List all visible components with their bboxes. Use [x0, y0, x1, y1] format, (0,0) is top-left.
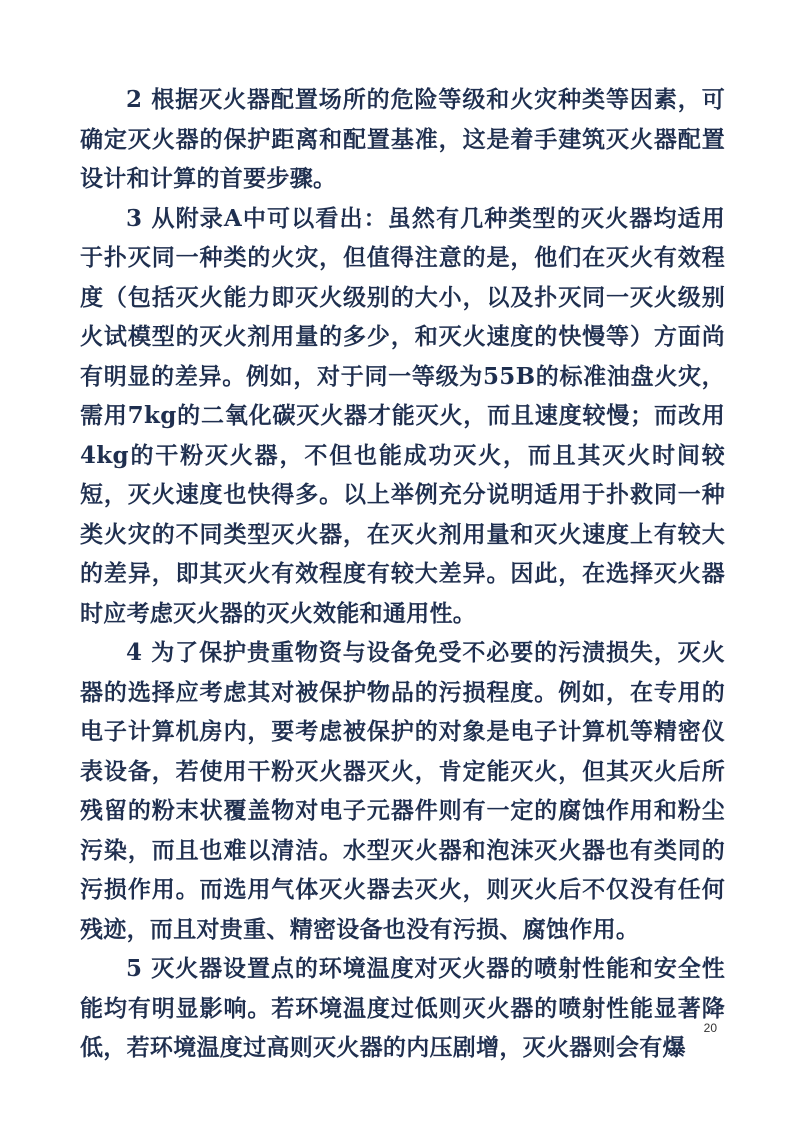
paragraph-2: 2 根据灭火器配置场所的危险等级和火灾种类等因素，可确定灭火器的保护距离和配置基准，这是着手建筑灭火器配置设计和计算的首要步骤。 [80, 86, 725, 192]
paragraph-5: 5 灭火器设置点的环境温度对灭火器的喷射性能和安全性能均有明显影响。若环境温度过低则灭火器的喷射性能显著降低，若环境温度过高则灭火器的内压剧增，灭火器则会有爆 [80, 955, 725, 1061]
body-text [80, 80, 725, 1068]
paragraph-4: 4 为了保护贵重物资与设备免受不必要的污渍损失，灭火器的选择应考虑其对被保护物品的污损程度。例如，在专用的电子计算机房内，要考虑被保护的对象是电子计算机等精密仪表设备，若使用干粉灭火器灭火，肯定能灭火，但其灭火后所残留的粉末状覆盖物对电子元器件则有一定的腐蚀作用和粉尘污染，而且也难以清洁。水型灭火器和泡沫灭火器也有类同的污损作用。而选用气体灭火器去灭火，则灭火后不仅没有任何残迹，而且对贵重、精密设备也没有污损、腐蚀作用。 [80, 639, 725, 943]
page-number: 20 [703, 1021, 717, 1035]
paragraph-3: 3 从附录A中可以看出：虽然有几种类型的灭火器均适用于扑灭同一种类的火灾，但值得注意的是，他们在灭火有效程度（包括灭火能力即灭火级别的大小，以及扑灭同一灭火级别火试模型的灭火剂用量的多少，和灭火速度的快慢等）方面尚有明显的差异。例如，对于同一等级为55B的标准油盘火灾，需用7kg的二氧化碳灭火器才能灭火，而且速度较慢；而改用4kg的干粉灭火器，不但也能成功灭火，而且其灭火时间较短，灭火速度也快得多。以上举例充分说明适用于扑救同一种类火灾的不同类型灭火器，在灭火剂用量和灭火速度上有较大的差异，即其灭火有效程度有较大差异。因此，在选择灭火器时应考虑灭火器的灭火效能和通用性。 [80, 204, 725, 627]
